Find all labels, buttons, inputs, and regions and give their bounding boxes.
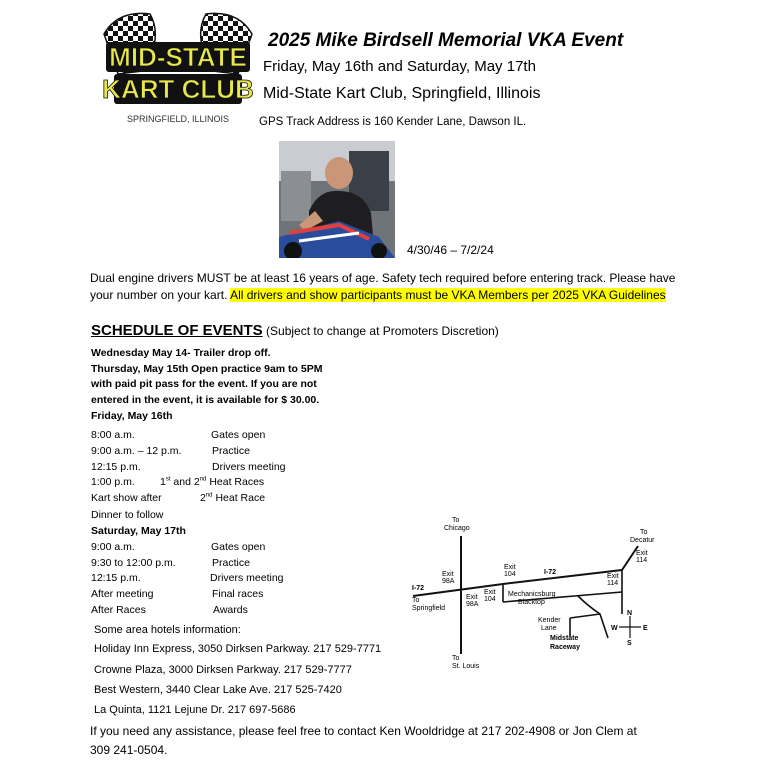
row-time: 1:00 p.m.: [91, 476, 135, 488]
map-label-kender-2: Lane: [541, 625, 557, 632]
map-label-i72-left: I-72: [412, 585, 425, 592]
map-label-exit114-bot-2: 114: [607, 580, 619, 587]
map-label-raceway-2: Raceway: [550, 644, 580, 651]
memorial-lifespan: 4/30/46 – 7/2/24: [407, 243, 494, 257]
club-logo: [98, 6, 258, 130]
schedule-note: (Subject to change at Promoters Discretion): [262, 324, 499, 338]
map-label-decatur: Decatur: [630, 537, 655, 544]
friday-label: Friday, May 16th: [91, 410, 173, 422]
map-label-kender-1: Kender: [538, 617, 561, 624]
event-title: 2025 Mike Birdsell Memorial VKA Event: [268, 30, 624, 51]
row-time: Kart show after: [91, 492, 162, 504]
row-time: 12:15 p.m.: [91, 461, 141, 473]
map-label-chicago: Chicago: [444, 525, 470, 532]
map-label-blacktop-1: Mechanicsburg: [508, 591, 556, 598]
row-event: Gates open: [211, 429, 266, 441]
logo-place-text: SPRINGFIELD, ILLINOIS: [126, 114, 230, 124]
thursday-info: Thursday, May 15th Open practice 9am to 5PM with paid pit pass for the event. If you are not entered in the event, it is available for $ 30.00.: [91, 362, 323, 406]
map-label-exit98a-bot-2: 98A: [466, 601, 479, 608]
map-label-chicago-to: To: [452, 517, 460, 524]
logo-top-text: MID-STATE: [109, 42, 247, 72]
map-label-exit114-top-1: Exit: [636, 550, 648, 557]
logo-bottom-text: KART CLUB: [102, 74, 254, 104]
row-event: Final races: [212, 588, 264, 600]
event-club: Mid-State Kart Club, Springfield, Illinois: [263, 85, 541, 102]
hotels-heading: Some area hotels information:: [94, 624, 241, 636]
intro-text: Dual engine drivers MUST be at least 16 years of age. Safety tech required before entering track. Please have your number on your kart.: [90, 271, 676, 302]
map-label-raceway-1: Midstate: [550, 635, 579, 642]
row-time: 8:00 a.m.: [91, 429, 135, 441]
schedule-title: SCHEDULE OF EVENTS: [91, 322, 263, 339]
map-label-i72-mid: I-72: [544, 569, 557, 576]
event-dates: Friday, May 16th and Saturday, May 17th: [263, 58, 536, 75]
intro-paragraph: [90, 270, 680, 304]
vka-requirement-highlight: All drivers and show participants must be VKA Members per 2025 VKA Guidelines: [230, 288, 666, 302]
map-label-stlouis-to: To: [452, 655, 460, 662]
map-label-exit98a-top-2: 98A: [442, 578, 455, 585]
row-event: Drivers meeting: [210, 572, 284, 584]
wednesday-info: Wednesday May 14- Trailer drop off.: [91, 347, 271, 359]
hotel-item: Best Western, 3440 Clear Lake Ave. 217 525-7420: [94, 684, 342, 696]
directions-map: [408, 514, 658, 669]
map-label-springfield: Springfield: [412, 605, 446, 612]
map-label-exit104-bot-2: 104: [484, 596, 496, 603]
row-time: After meeting: [91, 588, 154, 600]
row-event: Drivers meeting: [212, 461, 286, 473]
row-time: 12:15 p.m.: [91, 572, 141, 584]
hotel-item: Crowne Plaza, 3000 Dirksen Parkway. 217 529-7777: [94, 664, 352, 676]
gps-address: GPS Track Address is 160 Kender Lane, Dawson IL.: [259, 116, 527, 128]
row-time: 9:00 a.m.: [91, 541, 135, 553]
row-time: 9:00 a.m. – 12 p.m.: [91, 445, 182, 457]
row-time: 9:30 to 12:00 p.m.: [91, 557, 176, 569]
map-label-springfield-to: To: [412, 597, 420, 604]
row-event: 2nd Heat Race: [200, 492, 266, 504]
compass-e: E: [643, 625, 648, 632]
schedule-heading: [91, 322, 499, 340]
hotel-item: Holiday Inn Express, 3050 Dirksen Parkway. 217 529-7771: [94, 643, 382, 655]
row-event: Practice: [212, 557, 250, 569]
row-time: Dinner to follow: [91, 509, 164, 521]
compass-s: S: [627, 640, 632, 647]
pre-event-info: [91, 346, 341, 408]
map-label-decatur-to: To: [640, 529, 648, 536]
row-event: Awards: [213, 604, 248, 616]
map-label-exit104-top-2: 104: [504, 571, 516, 578]
hotel-item: La Quinta, 1121 Lejune Dr. 217 697-5686: [94, 704, 296, 716]
row-event: Practice: [212, 445, 250, 457]
map-label-exit98a-bot-1: Exit: [466, 594, 478, 601]
map-label-exit104-top-1: Exit: [504, 564, 516, 571]
contact-info: If you need any assistance, please feel free to contact Ken Wooldridge at 217 202-4908 or Jon Clem at 309 241-0504.: [90, 724, 637, 757]
row-event: Gates open: [211, 541, 266, 553]
compass-n: N: [627, 610, 633, 617]
map-label-exit114-bot-1: Exit: [607, 573, 619, 580]
map-label-exit98a-top-1: Exit: [442, 571, 454, 578]
row-event: 1st and 2nd Heat Races: [160, 476, 265, 488]
map-label-blacktop-2: Blacktop: [518, 599, 545, 606]
map-label-exit114-top-2: 114: [636, 557, 648, 564]
map-label-stlouis: St. Louis: [452, 663, 480, 669]
saturday-label: Saturday, May 17th: [91, 525, 186, 537]
row-time: After Races: [91, 604, 146, 616]
map-label-exit104-bot-1: Exit: [484, 589, 496, 596]
memorial-photo: [279, 141, 395, 258]
compass-w: W: [611, 625, 618, 632]
